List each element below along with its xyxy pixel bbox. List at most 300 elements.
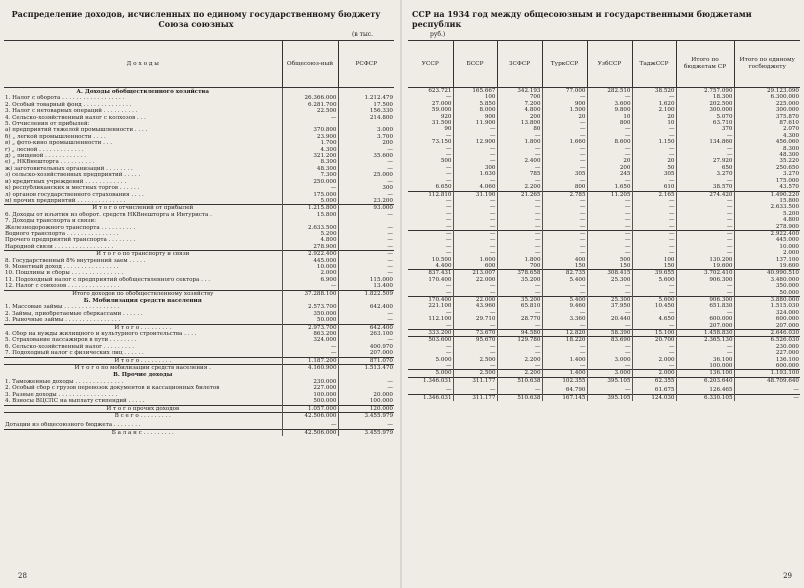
republic-value: —: [445, 217, 452, 224]
republic-value: 12.820: [542, 330, 587, 337]
republic-value: 21.265: [497, 191, 542, 198]
republic-value: —: [542, 146, 587, 152]
rsfsr-value: 3.000: [338, 127, 394, 133]
row-label: Б а л а н с . . . . . . . . .: [4, 429, 282, 436]
republic-value: —: [632, 146, 676, 152]
row-label: 4. Сельско-хозяйственный налог с колхозов . . .: [5, 114, 146, 121]
row-label: з) сельско-хозяйственных предприятий . . . . .: [5, 172, 141, 179]
row-label: 9. Монетный доход . . . . . . . . . . . . . . . .: [5, 263, 119, 270]
right-table-body: [408, 88, 800, 402]
republic-value: 378.658: [497, 270, 542, 277]
republic-value: —: [676, 152, 734, 158]
republic-value: —: [676, 224, 734, 231]
republic-value: 3.600: [587, 101, 632, 107]
republic-value: —: [542, 204, 587, 210]
republic-value: —: [542, 152, 587, 158]
republic-value: 2.200: [497, 184, 542, 191]
republic-value: 3.880.000: [734, 297, 800, 304]
republic-value: 58.390: [587, 330, 632, 337]
republic-header: УССР: [408, 41, 453, 88]
row-label: 2. Особый товарный фонд . . . . . . . . . . . . . .: [5, 101, 132, 108]
republic-value: —: [542, 363, 587, 370]
row-label: 4. Сбор на нужды жилищного и культурного строительства . . . .: [5, 331, 197, 338]
union-value: 26.366.000: [282, 95, 338, 101]
republic-value: —: [632, 344, 676, 350]
republic-value: 40.990.510: [734, 270, 800, 277]
republic-value: —: [542, 94, 587, 100]
republic-value: 2.400: [497, 158, 542, 164]
republic-value: 4.300: [734, 133, 800, 139]
republic-value: —: [542, 323, 587, 330]
right-page: [402, 0, 804, 588]
rsfsr-value: —: [338, 379, 394, 385]
republic-value: —: [632, 237, 676, 243]
republic-value: —: [497, 230, 542, 237]
republic-value: 29.710: [453, 316, 497, 322]
republic-value: 134.860: [676, 139, 734, 145]
republic-value: 63.710: [676, 120, 734, 126]
republic-value: —: [632, 178, 676, 184]
republic-value: 129.780: [497, 337, 542, 344]
republic-value: —: [453, 237, 497, 243]
row-label: 5. Отчисления от прибылей:: [5, 121, 90, 128]
republic-value: —: [497, 344, 542, 350]
rsfsr-value: 1.212.479: [338, 95, 394, 101]
rsfsr-value: 35.600: [338, 153, 394, 159]
republic-value: 837.431: [408, 270, 453, 277]
republic-value: 920: [440, 113, 452, 120]
rsfsr-value: —: [338, 258, 394, 264]
republic-value: —: [497, 363, 542, 370]
row-label: 6. Доходы от изъятия из оборот. средств НКВнешторга и Интуриста .: [5, 211, 212, 218]
row-label: 3. Разные доходы . . . . . . . . . . . . . . . . .: [5, 391, 118, 398]
republic-value: —: [497, 152, 542, 158]
row-label: 1. Массовые займы . . . . . . . . . . . . . . . .: [5, 304, 120, 311]
republic-value: 1.800: [497, 139, 542, 145]
republic-value: —: [587, 133, 632, 139]
republic-header: ТуркССР: [542, 41, 587, 88]
union-value: 175.000: [282, 192, 338, 198]
rsfsr-value: 3.455.979: [338, 412, 394, 419]
republic-value: 165.667: [453, 88, 497, 94]
republic-value: 1.500: [542, 107, 587, 113]
republic-value: 39.655: [632, 270, 676, 277]
republic-value: 31.190: [453, 191, 497, 198]
union-value: 2.000: [282, 270, 338, 276]
republic-value: —: [497, 198, 542, 204]
rsfsr-value: —: [338, 212, 394, 218]
republic-value: 2.785: [542, 191, 587, 198]
republic-value: 20: [632, 114, 676, 120]
republic-value: —: [445, 237, 452, 244]
republic-value: 6.203.640: [676, 377, 734, 384]
republic-value: 600.000: [676, 316, 734, 322]
republic-value: 700: [497, 94, 542, 100]
table-row: [408, 270, 800, 277]
table-row: [408, 370, 800, 377]
union-value: 42.506.000: [282, 412, 338, 419]
republic-value: —: [632, 217, 676, 223]
rsfsr-value: —: [338, 244, 394, 251]
republic-value: 1.630: [453, 171, 497, 177]
rsfsr-value: 120.000: [338, 405, 394, 412]
republic-value: 1.800: [497, 257, 542, 263]
republic-value: 6.330.105: [676, 394, 734, 401]
republic-value: —: [453, 126, 497, 132]
republic-value: —: [453, 224, 497, 231]
row-label: 7. Подоходный налог с физических лиц . . . . . .: [5, 350, 144, 357]
republic-value: 395.105: [587, 394, 632, 401]
republic-value: 50.000: [734, 290, 800, 297]
republic-value: —: [734, 394, 800, 401]
republic-value: —: [497, 217, 542, 223]
rsfsr-value: 207.000: [338, 350, 394, 357]
republic-value: —: [676, 133, 734, 139]
republic-value: —: [445, 223, 452, 230]
union-value: 370.800: [282, 127, 338, 133]
republic-value: 2.000: [632, 370, 676, 377]
republic-value: 200: [497, 114, 542, 120]
republic-value: —: [542, 350, 587, 356]
table-row: [408, 387, 800, 394]
republic-value: 4.800: [497, 107, 542, 113]
republic-value: 221.100: [428, 303, 452, 310]
republic-value: —: [587, 217, 632, 223]
republic-value: —: [445, 204, 452, 211]
union-value: —: [282, 185, 338, 191]
republic-value: —: [453, 133, 497, 139]
republic-value: 2.633.500: [734, 204, 800, 210]
republic-value: —: [497, 237, 542, 243]
table-row: [4, 297, 394, 304]
republic-value: 305: [632, 171, 676, 177]
table-row: [4, 317, 394, 324]
republic-value: —: [587, 244, 632, 250]
union-value: 2.633.500: [282, 225, 338, 231]
union-value: 50.000: [282, 317, 338, 324]
republic-value: 38.520: [632, 88, 676, 94]
republic-value: 800: [587, 120, 632, 126]
republic-value: 18.220: [542, 337, 587, 344]
table-row: [4, 324, 394, 331]
republic-value: 623.721: [428, 88, 452, 94]
republic-value: 112.810: [408, 191, 453, 198]
republic-value: 38.570: [676, 184, 734, 191]
union-value: 23.900: [282, 134, 338, 140]
republic-value: —: [445, 289, 452, 296]
union-value: 2.922.400: [282, 251, 338, 258]
republic-value: 207.000: [734, 323, 800, 330]
republic-value: —: [453, 198, 497, 204]
rsfsr-value: —: [338, 251, 394, 258]
republic-value: 22.000: [453, 277, 497, 283]
republic-value: —: [445, 363, 452, 370]
republic-value: 5.400: [542, 277, 587, 283]
republic-value: 4.400: [435, 262, 452, 269]
republic-value: —: [587, 94, 632, 100]
republic-value: —: [497, 350, 542, 356]
republic-value: 8.000: [453, 107, 497, 113]
republic-value: 19.600: [734, 263, 800, 270]
republic-value: —: [632, 94, 676, 100]
republic-value: 20.440: [587, 316, 632, 322]
republic-value: 3.000: [587, 370, 632, 377]
republic-value: 2.365.130: [676, 337, 734, 344]
republic-value: 9.800: [587, 107, 632, 113]
republic-value: 35.220: [734, 158, 800, 164]
republic-value: 100: [632, 257, 676, 263]
republic-value: —: [632, 126, 676, 132]
rsfsr-value: —: [338, 317, 394, 324]
row-label: 2. Особый сбор с грузов перевозок документов и кассационных билетов: [5, 385, 220, 392]
header-income: Д о х о д ы: [4, 41, 282, 88]
republic-value: —: [453, 211, 497, 217]
republic-value: 5.850: [453, 101, 497, 107]
header-rsfsr: РСФСР: [338, 41, 394, 88]
republic-value: —: [445, 164, 452, 171]
row-label: И т о г о . . . . . . . . .: [4, 357, 282, 364]
left-page-title: Распределение доходов, исчисленных по единому государственному бюджету Союза союзных: [11, 9, 381, 29]
table-row: [4, 422, 394, 429]
republic-value: 73.670: [453, 330, 497, 337]
republic-value: —: [453, 387, 497, 394]
republic-value: 1.150: [632, 139, 676, 145]
republic-value: —: [542, 310, 587, 316]
republic-value: —: [632, 133, 676, 139]
row-label: 4. Взносы ВЦСПС на выплату стипендий . . . . .: [5, 398, 145, 405]
rsfsr-value: 871.070: [338, 357, 394, 364]
republic-value: 31.500: [431, 120, 452, 127]
republic-value: —: [587, 283, 632, 289]
republic-value: —: [676, 211, 734, 217]
republic-value: 35.200: [497, 277, 542, 283]
republic-value: 5.600: [632, 297, 676, 304]
rsfsr-value: —: [338, 159, 394, 165]
republic-value: 227.000: [734, 350, 800, 356]
row-label: 10. Пошлины и сборы . . . . . . . . . . . . . . .: [5, 270, 124, 277]
rsfsr-value: —: [338, 311, 394, 317]
republic-value: —: [676, 244, 734, 250]
republic-value: —: [587, 323, 632, 330]
rsfsr-value: 400.970: [338, 344, 394, 350]
republic-value: 150: [542, 263, 587, 270]
republic-value: —: [453, 178, 497, 184]
table-row: [4, 357, 394, 364]
union-value: 100.000: [282, 392, 338, 398]
republic-value: 1.400: [542, 370, 587, 377]
union-value: 1.187.200: [282, 357, 338, 364]
left-page: [0, 0, 400, 588]
rsfsr-value: 115.000: [338, 277, 394, 283]
table-row: [4, 405, 394, 412]
republic-value: 311.177: [453, 377, 497, 384]
republic-value: —: [587, 237, 632, 243]
table-row: [4, 205, 394, 212]
republic-value: 5.000: [435, 356, 452, 363]
republic-value: —: [445, 171, 452, 178]
republic-value: 35.200: [497, 297, 542, 304]
rsfsr-value: —: [338, 192, 394, 198]
republic-value: —: [497, 133, 542, 139]
table-row: [4, 385, 394, 391]
union-value: 4.160.900: [282, 365, 338, 372]
republic-value: 400: [542, 257, 587, 263]
row-label: е) „ НКВнешторга . . . . . . . . . .: [5, 159, 95, 166]
republic-value: 48.709.640: [734, 377, 800, 384]
republic-value: 100.000: [676, 363, 734, 370]
row-label: 2. Займы, приобретаемые сберкассами . . . . . .: [5, 310, 143, 317]
republic-value: 102.355: [542, 377, 587, 384]
left-page-number: 28: [18, 572, 27, 580]
union-value: 42.506.000: [282, 429, 338, 436]
republic-value: 282.510: [587, 88, 632, 94]
row-label: И т о г о отчислений от прибылей: [4, 205, 282, 212]
republic-value: 20: [542, 114, 587, 120]
republic-value: —: [632, 290, 676, 297]
table-row: [4, 244, 394, 251]
republic-value: —: [453, 158, 497, 164]
republic-value: 3.000: [587, 357, 632, 363]
republic-value: 278.900: [734, 224, 800, 231]
row-label: 3. Рыночные займы . . . . . . . . . . . . . . . .: [5, 317, 121, 324]
republic-value: —: [587, 230, 632, 237]
rsfsr-value: —: [338, 422, 394, 429]
table-row: [408, 184, 800, 191]
union-value: [282, 371, 338, 378]
right-unit-label: руб.): [430, 31, 446, 38]
republic-value: 3.270: [734, 171, 800, 177]
republic-value: 900: [453, 114, 497, 120]
republic-value: 83.690: [587, 337, 632, 344]
republic-value: —: [445, 387, 452, 394]
table-row: [408, 377, 800, 384]
row-label: 3. Налог с нетоварных операций . . . . . . . . . .: [5, 108, 138, 115]
left-table-body: [4, 88, 394, 437]
republic-header: Итого по бюджетам СР: [676, 41, 734, 88]
republic-value: 130.200: [676, 257, 734, 263]
header-union: Общесоюз-ный: [282, 41, 338, 88]
republic-value: —: [542, 237, 587, 243]
republic-value: 2.200: [497, 370, 542, 377]
union-value: —: [282, 283, 338, 290]
table-row: [4, 398, 394, 405]
republic-value: 124.030: [632, 394, 676, 401]
republic-value: 150: [587, 263, 632, 270]
republic-value: 10: [587, 114, 632, 120]
republic-value: 6.650: [435, 184, 452, 191]
union-value: 22.500: [282, 108, 338, 114]
republic-value: 18.300: [676, 94, 734, 100]
republic-value: 9.460: [542, 303, 587, 309]
republic-value: —: [676, 198, 734, 204]
table-row: [4, 429, 394, 436]
republic-value: 15.100: [632, 330, 676, 337]
republic-value: —: [587, 126, 632, 132]
union-value: 7.300: [282, 172, 338, 178]
republic-value: 207.000: [676, 323, 734, 330]
republic-value: 10.500: [431, 256, 452, 263]
republic-value: 2.500: [453, 357, 497, 363]
republic-value: 2.070: [734, 126, 800, 132]
republic-value: 333.200: [408, 330, 453, 337]
union-value: 350.000: [282, 311, 338, 317]
republic-value: —: [445, 283, 452, 290]
republic-value: —: [676, 146, 734, 152]
republic-value: 13.800: [497, 120, 542, 126]
republic-value: 610: [632, 184, 676, 191]
union-value: 500.000: [282, 398, 338, 405]
republic-value: —: [587, 250, 632, 256]
republic-value: 900: [542, 101, 587, 107]
republic-value: 27.000: [431, 100, 452, 107]
row-label: 6. Сельско-хозяйственный налог . . . . . . . . .: [5, 343, 135, 350]
republic-value: —: [445, 94, 452, 101]
table-row: [408, 337, 800, 344]
rsfsr-value: —: [338, 225, 394, 231]
republic-value: 1.490.220: [734, 191, 800, 198]
rsfsr-value: —: [338, 237, 394, 243]
rsfsr-value: 23.200: [338, 198, 394, 205]
republic-value: 1.346.031: [408, 394, 453, 401]
republic-value: —: [587, 310, 632, 316]
republic-value: —: [542, 283, 587, 289]
republic-value: —: [676, 204, 734, 210]
republic-value: —: [445, 210, 452, 217]
republic-value: —: [632, 198, 676, 204]
republic-header: ТаджССР: [632, 41, 676, 88]
republic-value: —: [497, 146, 542, 152]
republic-value: —: [542, 120, 587, 126]
republic-value: —: [632, 350, 676, 356]
republic-value: 25.300: [587, 297, 632, 304]
republic-value: —: [676, 237, 734, 243]
republic-header: Итого по единому госбюджету: [734, 41, 800, 88]
republic-value: 50: [632, 165, 676, 171]
republic-value: —: [587, 152, 632, 158]
rsfsr-value: 100.000: [338, 398, 394, 405]
union-value: —: [282, 350, 338, 357]
row-label: Водного транспорта . . . . . . . . . . . . . . .: [5, 230, 119, 237]
row-label: к) республиканских и местных торгов . . . . . .: [5, 185, 140, 192]
republic-value: 126.465: [676, 387, 734, 394]
republic-value: 11.205: [587, 191, 632, 198]
republic-value: —: [542, 290, 587, 297]
table-row: [4, 350, 394, 357]
rsfsr-value: —: [338, 337, 394, 343]
republic-value: 375.870: [734, 114, 800, 120]
republic-value: —: [497, 387, 542, 394]
row-label: Прочего предприятий транспорта . . . . . . . .: [5, 237, 136, 244]
republic-value: 43.570: [734, 184, 800, 191]
republic-value: —: [542, 217, 587, 223]
republic-value: 22.000: [453, 297, 497, 304]
republic-value: 906.300: [676, 277, 734, 283]
row-label: 8. Государственный 8% внутренний заем . . . . .: [5, 257, 146, 264]
republic-value: —: [676, 350, 734, 356]
republic-value: —: [542, 158, 587, 164]
rsfsr-value: 642.400: [338, 304, 394, 310]
row-label: 7. Доходы транспорта и связи:: [5, 218, 96, 225]
republic-value: —: [676, 290, 734, 297]
row-label: И т о г о по транспорту и связи: [4, 251, 282, 258]
republic-value: —: [453, 363, 497, 370]
table-row: [4, 251, 394, 258]
republic-value: 5.200: [734, 211, 800, 217]
union-value: 1.057.000: [282, 405, 338, 412]
republic-value: —: [587, 178, 632, 184]
row-label: И т о г о прочих доходов: [4, 405, 282, 412]
table-row: [408, 230, 800, 237]
